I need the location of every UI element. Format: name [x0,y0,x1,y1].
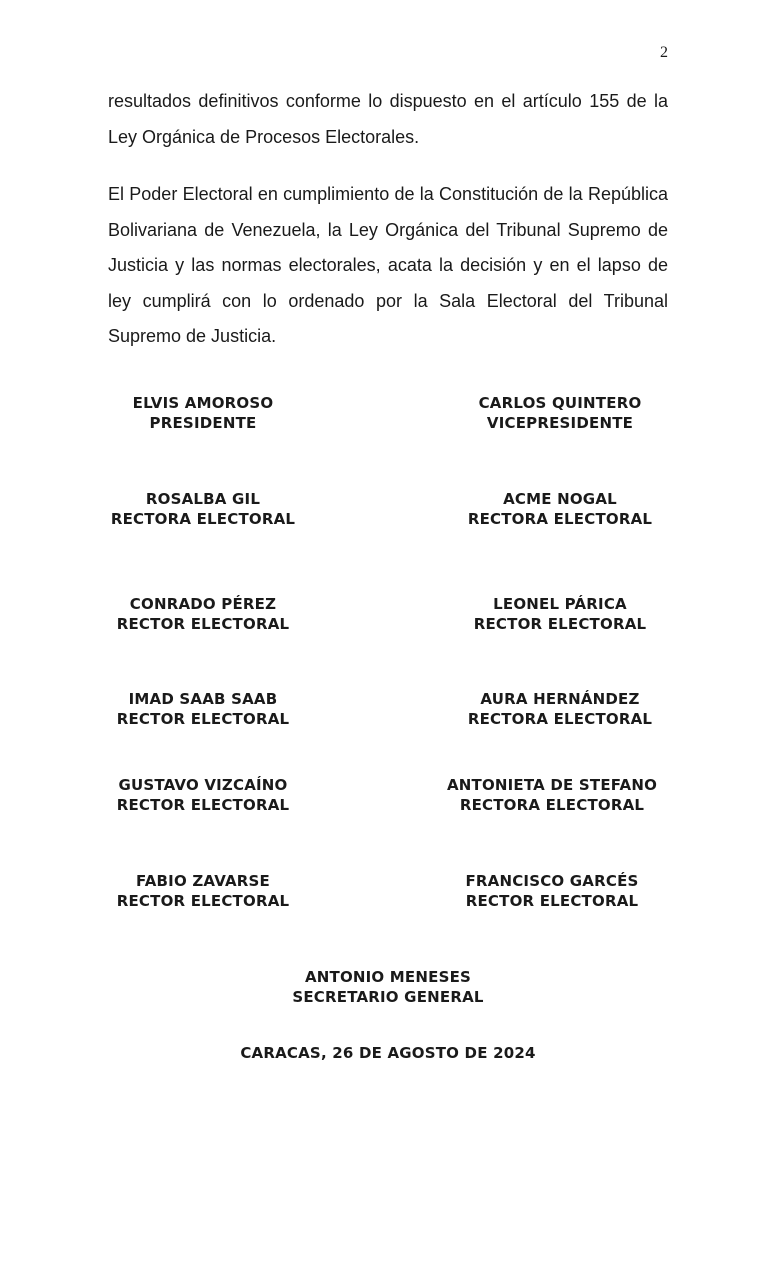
signatory-title: RECTORA ELECTORAL [467,709,653,728]
signature-block [108,776,298,815]
signatory-name: FABIO ZAVARSE [136,872,270,890]
signatory-name: IMAD SAAB SAAB [128,690,278,708]
signature-block [108,394,298,433]
body-paragraph: El Poder Electoral en cumplimiento de la Constitución de la República Bolivariana de Venezuela, la Ley Orgánica del Tribunal Supremo de Justicia y las normas electorales, acata la decisión y en el lapso de ley cumplirá con lo ordenado por la Sala Electoral del Tribunal Supremo de Justicia. [108,184,668,347]
signatory-name: ACME NOGAL [503,490,617,508]
signature-block [462,490,658,529]
signature-block [108,490,298,529]
secretary-signature-block [238,968,538,1007]
signatory-name: CARLOS QUINTERO [478,394,642,412]
signature-block [462,595,658,634]
signatory-name: GUSTAVO VIZCAÍNO [118,776,288,794]
place-date: CARACAS, 26 DE AGOSTO DE 2024 [240,1044,536,1062]
signatory-title: RECTORA ELECTORAL [110,509,296,528]
signature-block [108,690,298,729]
signatory-name: ELVIS AMOROSO [132,394,274,412]
signatory-name: FRANCISCO GARCÉS [465,872,639,890]
signatory-title: SECRETARIO GENERAL [292,987,484,1006]
signatory-name: LEONEL PÁRICA [493,595,627,613]
signatory-title: RECTORA ELECTORAL [467,509,653,528]
signature-block [438,776,666,815]
page-number: 2 [660,44,668,61]
signatory-title: RECTOR ELECTORAL [116,709,290,728]
body-paragraph: resultados definitivos conforme lo dispuesto en el artículo 155 de la Ley Orgánica de Procesos Electorales. [108,91,668,147]
signatory-name: AURA HERNÁNDEZ [480,690,640,708]
signatory-title: RECTOR ELECTORAL [465,891,639,910]
signature-block [462,394,658,433]
signatory-title: RECTOR ELECTORAL [116,795,290,814]
signature-block [452,872,652,911]
signatory-title: RECTOR ELECTORAL [116,891,290,910]
signature-block [462,690,658,729]
signatory-title: PRESIDENTE [149,413,257,432]
signature-block [108,872,298,911]
signatory-title: RECTOR ELECTORAL [473,614,647,633]
signatory-title: RECTORA ELECTORAL [459,795,645,814]
signatory-name: CONRADO PÉREZ [129,595,277,613]
signatory-name: ANTONIO MENESES [304,968,472,986]
signatory-name: ROSALBA GIL [145,490,261,508]
signature-block [108,595,298,634]
signatory-title: VICEPRESIDENTE [486,413,634,432]
signatory-title: RECTOR ELECTORAL [116,614,290,633]
signatory-name: ANTONIETA DE STEFANO [446,776,658,794]
